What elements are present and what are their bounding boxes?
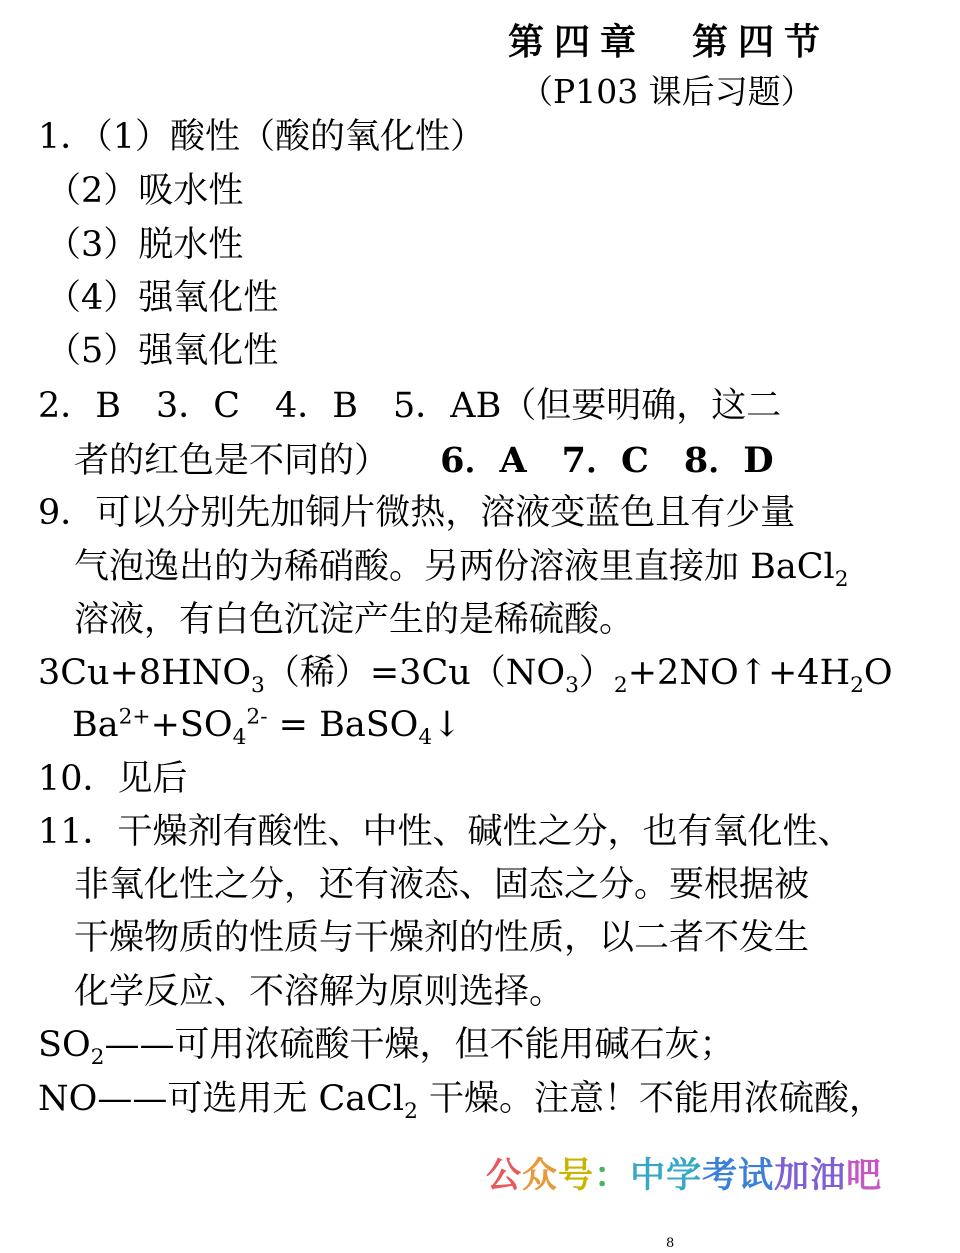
eq-part: 3Cu+8HNO [38, 653, 252, 693]
eq-part: ↓ [432, 705, 462, 745]
subscript: 2 [404, 1099, 418, 1124]
eq-part: （稀）=3Cu（NO [264, 653, 566, 693]
answer-1-5: （5）强氧化性 [46, 331, 279, 371]
eq-part: NO——可选用无 CaCl [38, 1079, 405, 1119]
eq-part: ——可用浓硫酸干燥，但不能用碱石灰； [104, 1025, 735, 1065]
page-number: 8 [666, 1236, 675, 1251]
superscript: 2+ [118, 704, 151, 730]
answer-11-line2: 非氧化性之分，还有液态、固态之分。要根据被 [74, 865, 810, 905]
watermark-char: 号 [558, 1156, 595, 1196]
subscript: 2 [850, 673, 864, 698]
answer-1-4: （4）强氧化性 [46, 278, 279, 318]
answer-5-note: 者的红色是不同的） [74, 441, 390, 481]
answer-9-line2 [74, 547, 849, 592]
subscript: 4 [418, 725, 433, 750]
answer-1-3: （3）脱水性 [46, 225, 244, 265]
answer-9-line2-text: 气泡逸出的为稀硝酸。另两份溶液里直接加 BaCl [74, 547, 835, 587]
subscript: 2 [613, 673, 628, 698]
subscript: 3 [251, 673, 265, 698]
eq-part: = BaSO [267, 705, 419, 745]
answer-9-line3: 溶液，有白色沉淀产生的是稀硫酸。 [74, 600, 635, 640]
subscript: 3 [565, 673, 579, 698]
page-title: 第四章 第四节 [508, 21, 831, 63]
answer-11-line4: 化学反应、不溶解为原则选择。 [74, 972, 565, 1012]
so2-drying-note [38, 1025, 735, 1070]
answer-1-1: 1．（1）酸性（酸的氧化性） [38, 117, 486, 157]
eq-part: Ba [72, 705, 119, 745]
answer-10: 10．见后 [38, 759, 188, 799]
eq-part: ） [578, 653, 614, 693]
no-drying-note [38, 1079, 885, 1124]
watermark-char: 中学 [630, 1156, 703, 1196]
superscript: 2- [246, 704, 268, 730]
watermark-char: 众 [522, 1156, 559, 1196]
watermark-char: ： [594, 1156, 631, 1196]
equation-barium-sulfate [72, 704, 462, 750]
answer-11-line3: 干燥物质的性质与干燥剂的性质，以二者不发生 [74, 918, 810, 958]
equation-copper-nitric [38, 653, 893, 698]
subscript: 2 [834, 567, 849, 592]
subscript: 2 [90, 1045, 105, 1070]
answer-9-line1: 9．可以分别先加铜片微热，溶液变蓝色且有少量 [38, 493, 796, 533]
watermark-char: 考试 [702, 1156, 775, 1196]
page-subtitle: （P103 课后习题） [520, 72, 814, 111]
eq-part: +SO [150, 705, 233, 745]
answer-2-5-line2 [74, 440, 774, 481]
answer-1-2: （2）吸水性 [46, 171, 244, 211]
answer-6-8: 6．A 7．C 8．D [440, 440, 774, 481]
watermark [486, 1148, 882, 1198]
eq-part: O [863, 653, 893, 693]
eq-part: SO [38, 1025, 91, 1065]
answer-11-line1: 11．干燥剂有酸性、中性、碱性之分，也有氧化性、 [38, 812, 853, 852]
watermark-char: 吧 [846, 1156, 883, 1196]
answer-2-5-line1: 2．B 3．C 4．B 5．AB（但要明确，这二 [38, 386, 782, 426]
watermark-char: 公 [486, 1156, 523, 1196]
watermark-char: 加油 [774, 1156, 847, 1196]
eq-part: +2NO↑+4H [627, 653, 851, 693]
eq-part: 干燥。注意！不能用浓硫酸， [417, 1079, 885, 1119]
subscript: 4 [232, 725, 247, 750]
